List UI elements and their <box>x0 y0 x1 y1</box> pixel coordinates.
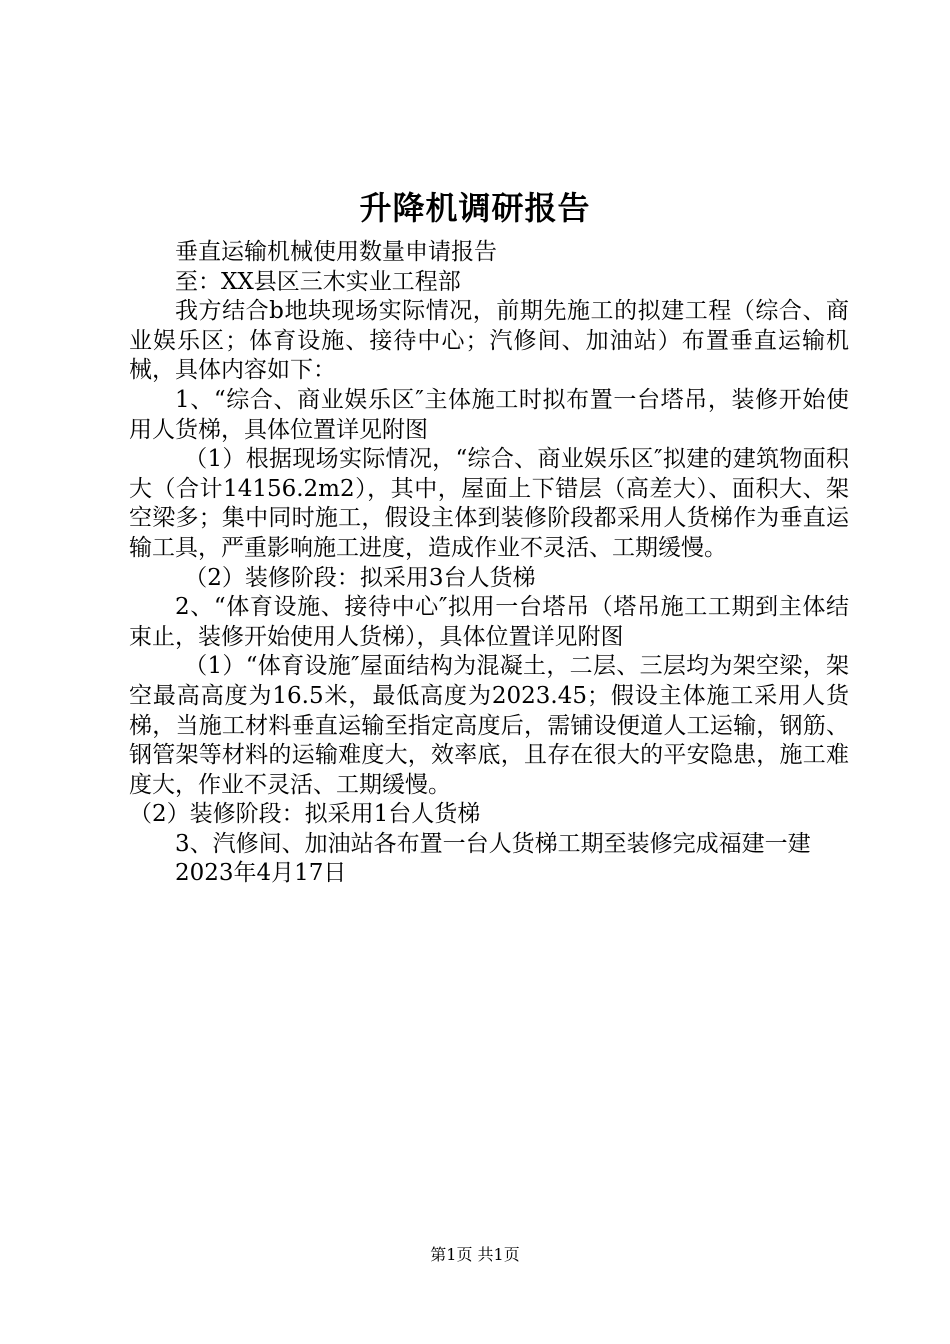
paragraph-recipient: 至：XX县区三木实业工程部 <box>175 268 461 295</box>
paragraph-section-2-item-2: （2）装修阶段：拟采用1台人货梯 <box>129 801 481 828</box>
paragraph-section-2: 2、“体育设施、接待中心″拟用一台塔吊（塔吊施工工期到主体结束止，装修开始使用人货梯），具体位置详见附图 <box>129 594 849 650</box>
paragraph-intro: 我方结合b地块现场实际情况，前期先施工的拟建工程（综合、商业娱乐区；体育设施、接待中心；汽修间、加油站）布置垂直运输机械，具体内容如下： <box>129 298 849 384</box>
document-body <box>129 238 849 889</box>
paragraph-date: 2023年4月17日 <box>175 860 347 887</box>
document-title: 升降机调研报告 <box>359 189 591 227</box>
paragraph-section-3: 3、汽修间、加油站各布置一台人货梯工期至装修完成福建一建 <box>175 830 811 857</box>
page-number-footer: 第1页 共1页 <box>430 1245 520 1264</box>
paragraph-subject: 垂直运输机械使用数量申请报告 <box>175 239 497 265</box>
paragraph-section-1-item-1: （1）根据现场实际情况，“综合、商业娱乐区″拟建的建筑物面积大（合计14156.2m2），其中，屋面上下错层（高差大）、面积大、架空梁多；集中同时施工，假设主体到装修阶段都采用人货梯作为垂直运输工具，严重影响施工进度，造成作业不灵活、工期缓慢。 <box>129 446 849 561</box>
paragraph-section-1-item-2: （2）装修阶段：拟采用3台人货梯 <box>184 564 536 591</box>
paragraph-section-1: 1、“综合、商业娱乐区″主体施工时拟布置一台塔吊，装修开始使用人货梯，具体位置详见附图 <box>129 386 849 443</box>
paragraph-section-2-item-1: （1）“体育设施″屋面结构为混凝土，二层、三层均为架空梁，架空最高高度为16.5米，最低高度为2023.45；假设主体施工采用人货梯，当施工材料垂直运输至指定高度后，需铺设便道人工运输，钢筋、钢管架等材料的运输难度大，效率底，且存在很大的平安隐患，施工难度大，作业不灵活、工期缓慢。 <box>129 653 849 798</box>
